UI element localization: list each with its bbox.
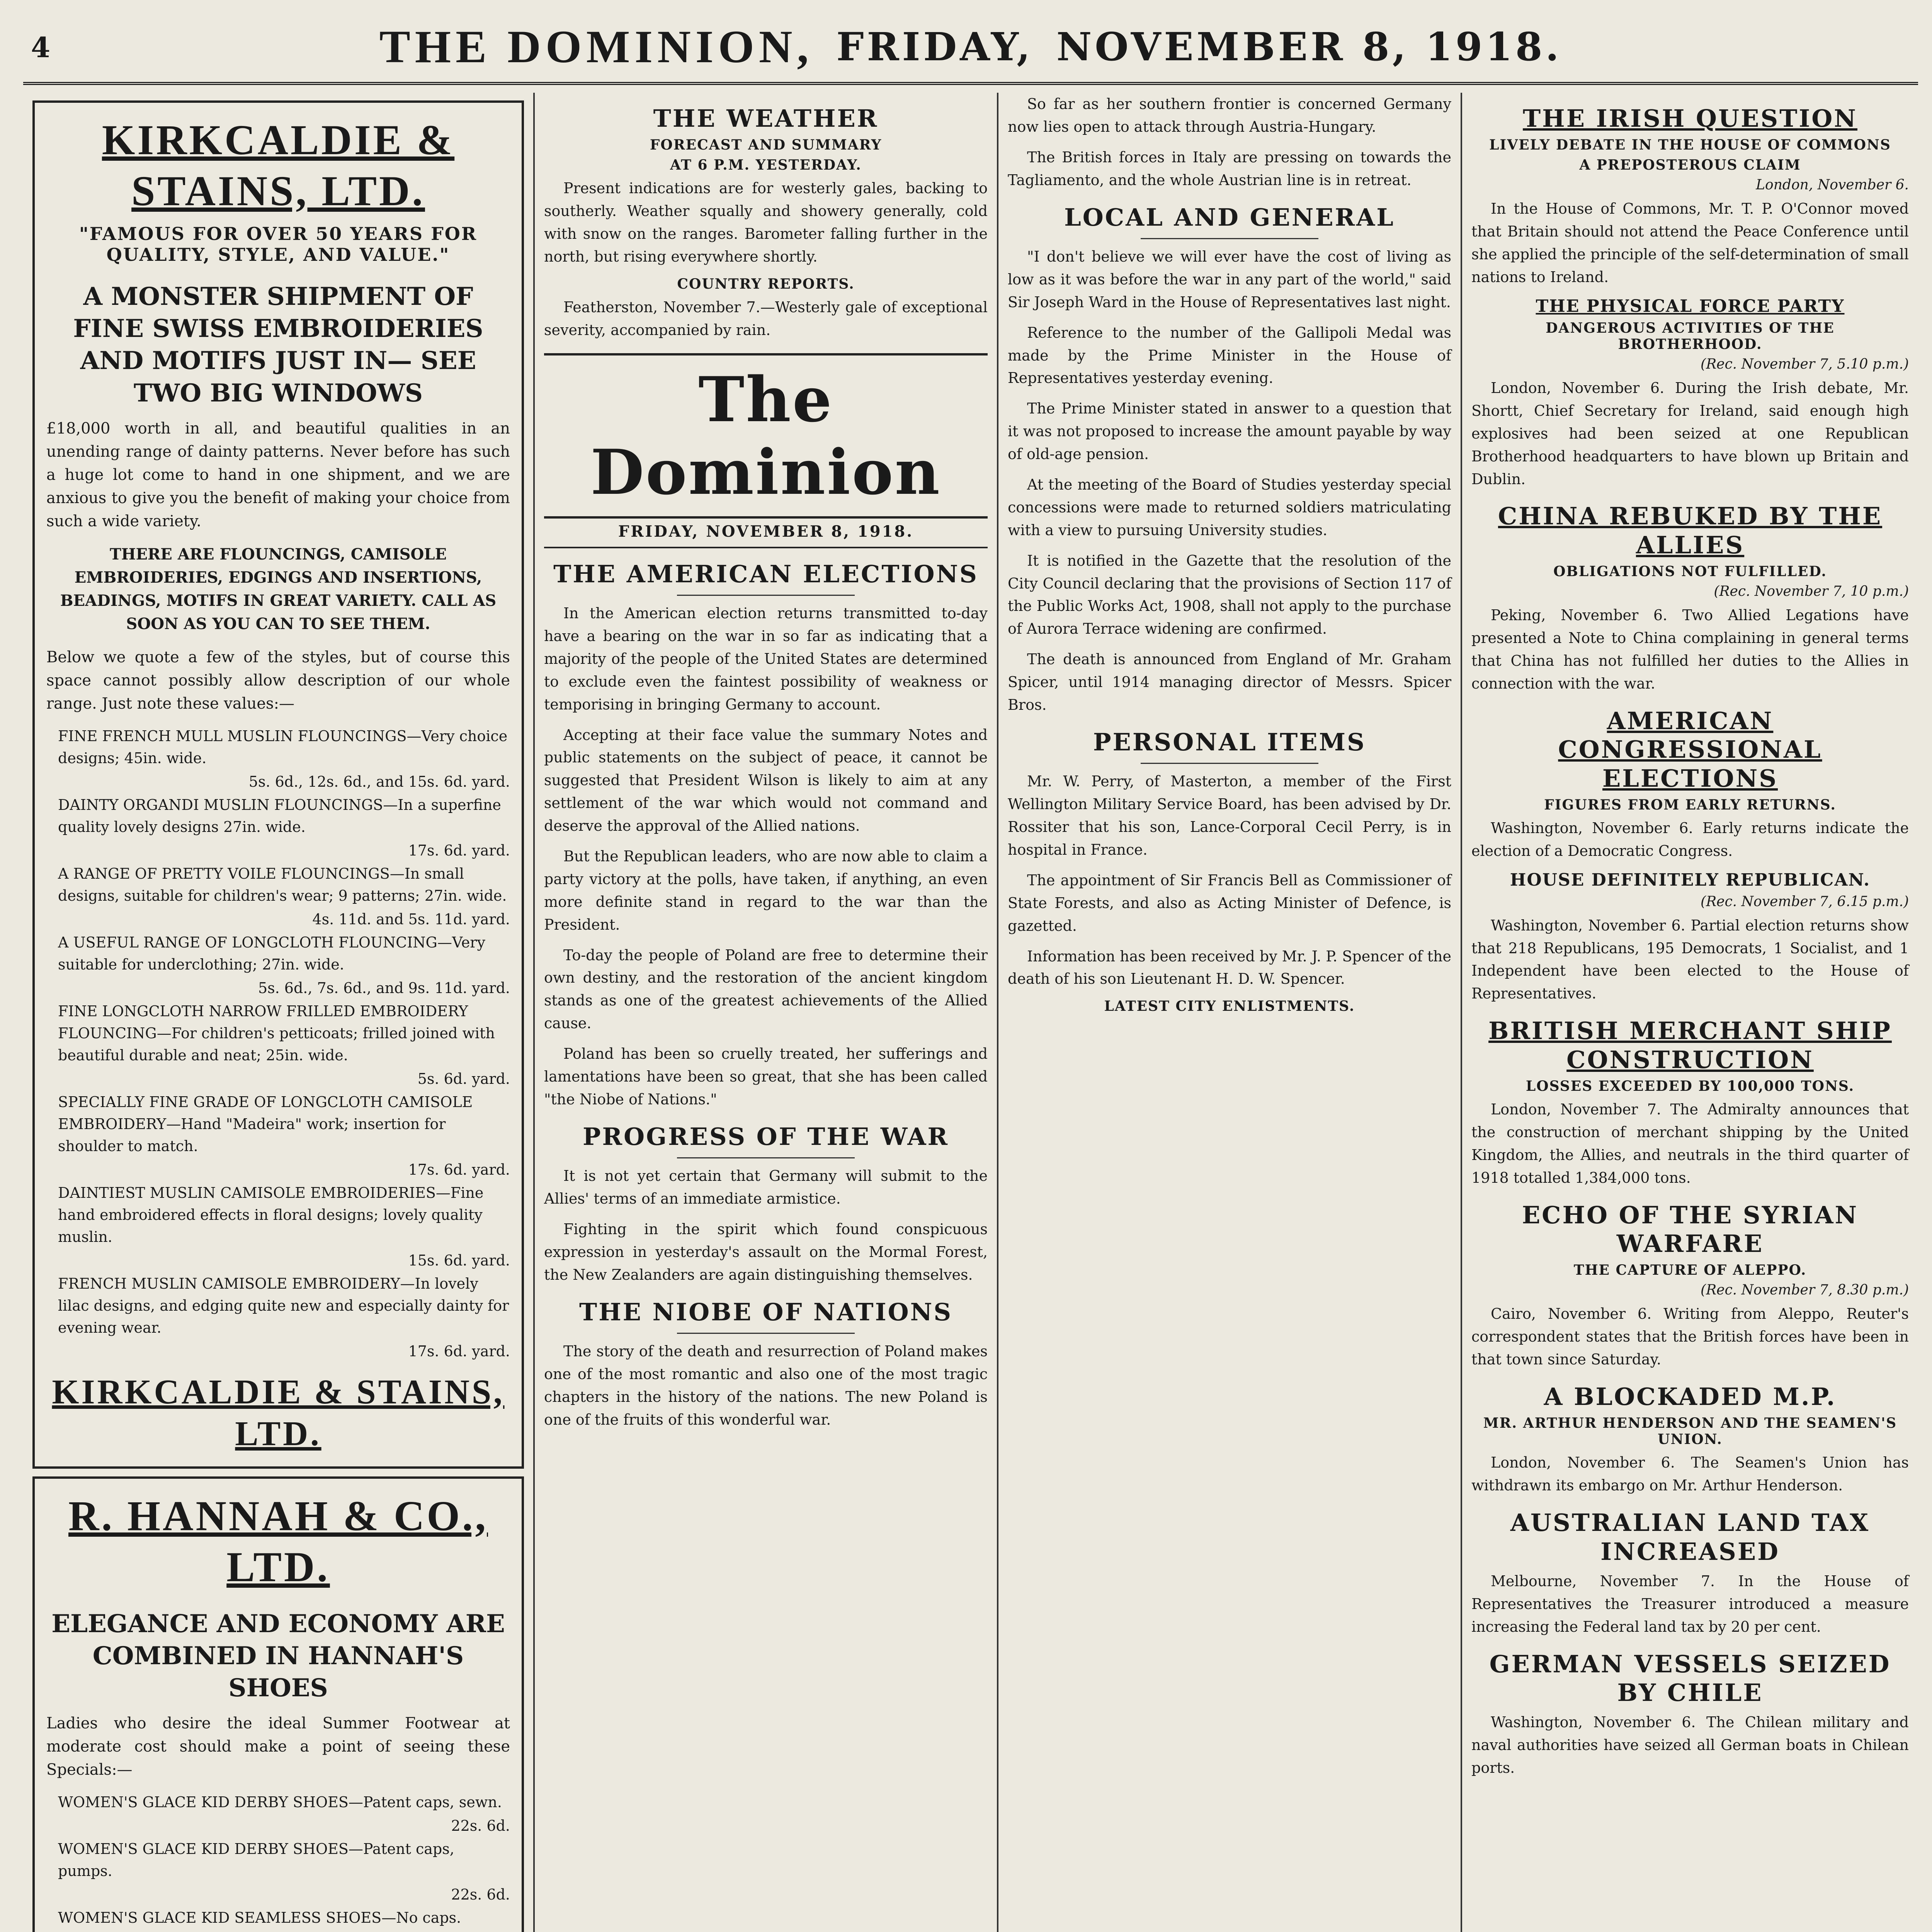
local-para: At the meeting of the Board of Studies yesterday special concessions were made to returned soldiers matriculating with a view to pursuing University studies. <box>1008 476 1451 539</box>
kirkcaldie-footer: KIRKCALDIE & STAINS, LTD. <box>52 1372 505 1453</box>
masthead-date: NOVEMBER 8, 1918. <box>1056 24 1562 70</box>
product-item: FINE LONGCLOTH NARROW FRILLED EMBROIDERY FLOUNCING—For children's petticoats; frilled joined with beautiful durable and neat; 25in. wide. <box>58 1002 495 1064</box>
personal-heading: PERSONAL ITEMS <box>1093 728 1366 756</box>
product-item: FRENCH MUSLIN CAMISOLE EMBROIDERY—In lovely lilac designs, and edging quite new and especially dainty for evening wear. <box>58 1275 509 1336</box>
hannah-intro: Ladies who desire the ideal Summer Footwear at moderate cost should make a point of seeing these Specials:— <box>46 1714 510 1779</box>
product-price: 17s. 6d. yard. <box>408 1342 510 1360</box>
war-para: So far as her southern frontier is concerned Germany now lies open to attack through Austria-Hungary. <box>1008 95 1451 135</box>
kirkcaldie-ad <box>32 100 524 1469</box>
shoe-item: WOMEN'S GLACE KID DERBY SHOES—Patent caps, pumps. <box>58 1840 454 1880</box>
american-elections-para: Accepting at their face value the summary Notes and public statements on the subject of peace, it cannot be suggested that President Wilson is likely to aim at any settlement of the war which would not command and deserve the approval of the Allied nations. <box>544 726 988 835</box>
china-body: Peking, November 6. Two Allied Legations have presented a Note to China complaining in general terms that China has not fulfilled her duties to the Allies in connection with the war. <box>1471 607 1909 692</box>
irish-dateline: London, November 6. <box>1756 177 1909 193</box>
house-republican-body: Washington, November 6. Partial election returns show that 218 Republicans, 195 Democrats, 1 Socialist, and 1 Independent have been elected to the House of Representatives. <box>1471 917 1909 1002</box>
column-editorial <box>533 93 997 1932</box>
irish-heading: THE IRISH QUESTION <box>1523 104 1857 133</box>
war-para: The British forces in Italy are pressing on towards the Tagliamento, and the whole Austrian line is in retreat. <box>1008 148 1451 189</box>
blockaded-sub: MR. ARTHUR HENDERSON AND THE SEAMEN'S UNION. <box>1483 1415 1897 1448</box>
china-dateline: (Rec. November 7, 10 p.m.) <box>1714 583 1909 600</box>
local-general-heading: LOCAL AND GENERAL <box>1064 203 1395 231</box>
china-heading: CHINA REBUKED BY THE ALLIES <box>1498 502 1883 559</box>
syrian-heading: ECHO OF THE SYRIAN WARFARE <box>1522 1201 1859 1258</box>
column-advertisements <box>23 93 533 1932</box>
product-item: DAINTIEST MUSLIN CAMISOLE EMBROIDERIES—Fine hand embroidered effects in floral designs; lovely quality muslin. <box>58 1184 484 1245</box>
progress-heading: PROGRESS OF THE WAR <box>582 1122 949 1151</box>
personal-para: Mr. W. Perry, of Masterton, a member of the First Wellington Military Service Board, has been advised by Dr. Rossiter that his son, Lance-Corporal Cecil Perry, is in hospital in France. <box>1008 773 1451 858</box>
page-number: 4 <box>31 31 51 64</box>
german-vessels-body: Washington, November 6. The Chilean military and naval authorities have seized all German boats in Chilean ports. <box>1471 1714 1909 1777</box>
local-para: Reference to the number of the Gallipoli Medal was made by the Prime Minister in the House of Representatives yesterday evening. <box>1008 324 1451 387</box>
physical-force-sub: DANGEROUS ACTIVITIES OF THE BROTHERHOOD. <box>1546 320 1835 352</box>
hannah-heading: R. HANNAH & CO., LTD. <box>68 1492 488 1590</box>
irish-sub: LIVELY DEBATE IN THE HOUSE OF COMMONS <box>1489 137 1891 153</box>
blockaded-heading: A BLOCKADED M.P. <box>1544 1383 1837 1411</box>
hannah-headline: ELEGANCE AND ECONOMY ARE COMBINED IN HANNAH'S SHOES <box>51 1609 505 1703</box>
weather-heading: THE WEATHER <box>653 104 879 133</box>
syrian-sub: THE CAPTURE OF ALEPPO. <box>1573 1262 1807 1279</box>
physical-force-dateline: (Rec. November 7, 5.10 p.m.) <box>1701 356 1909 372</box>
merchant-heading: BRITISH MERCHANT SHIP CONSTRUCTION <box>1488 1017 1892 1074</box>
product-price: 17s. 6d. yard. <box>408 1161 510 1178</box>
poland-para: Poland has been so cruelly treated, her sufferings and lamentations have been so great, that she has been called "the Niobe of Nations." <box>544 1045 988 1108</box>
nameplate-date: FRIDAY, NOVEMBER 8, 1918. <box>544 522 988 548</box>
product-item: DAINTY ORGANDI MUSLIN FLOUNCINGS—In a superfine quality lovely designs 27in. wide. <box>58 796 501 835</box>
product-price: 15s. 6d. yard. <box>408 1252 510 1269</box>
kirkcaldie-notice: THERE ARE FLOUNCINGS, CAMISOLE EMBROIDERIES, EDGINGS AND INSERTIONS, BEADINGS, MOTIFS IN GREAT VARIETY. CALL AS SOON AS YOU CAN TO SEE THEM. <box>60 545 497 633</box>
column-cables <box>1461 93 1918 1932</box>
syrian-body: Cairo, November 6. Writing from Aleppo, Reuter's correspondent states that the British forces have been in that town since Saturday. <box>1471 1305 1909 1368</box>
american-congress-sub: FIGURES FROM EARLY RETURNS. <box>1544 796 1836 813</box>
product-price: 5s. 6d., 7s. 6d., and 9s. 11d. yard. <box>258 979 510 997</box>
physical-force-heading: THE PHYSICAL FORCE PARTY <box>1536 296 1845 316</box>
poland-para: To-day the people of Poland are free to determine their own destiny, and the restoration of the ancient kingdom stands as one of the greatest achievements of the Allied cause. <box>544 946 988 1032</box>
shoe-price: 22s. 6d. <box>451 1817 510 1835</box>
progress-para: It is not yet certain that Germany will submit to the Allies' terms of an immediate armistice. <box>544 1167 988 1208</box>
german-vessels-heading: GERMAN VESSELS SEIZED BY CHILE <box>1489 1650 1891 1707</box>
product-item: A USEFUL RANGE OF LONGCLOTH FLOUNCING—Very suitable for underclothing; 27in. wide. <box>58 934 485 973</box>
masthead-weekday: FRIDAY, <box>836 24 1033 70</box>
gazette-para: It is notified in the Gazette that the resolution of the City Council declaring that the provisions of Section 117 of the Public Works Act, 1908, shall not apply to the purchase of Aurora Terrace widening are confirmed. <box>1008 552 1451 638</box>
product-item: SPECIALLY FINE GRADE OF LONGCLOTH CAMISOLE EMBROIDERY—Hand "Madeira" work; insertion for shoulder to match. <box>58 1093 473 1155</box>
kirkcaldie-below: Below we quote a few of the styles, but of course this space cannot possibly allow description of our whole range. Just note these values:— <box>46 648 510 713</box>
product-price: 4s. 11d. and 5s. 11d. yard. <box>312 910 510 928</box>
local-para: "I don't believe we will ever have the cost of living as low as it was before the war in any part of the world," said Sir Joseph Ward in the House of Representatives last night. <box>1008 248 1451 311</box>
china-sub: OBLIGATIONS NOT FULFILLED. <box>1553 563 1827 580</box>
kirkcaldie-tagline: "FAMOUS FOR OVER 50 YEARS FOR QUALITY, STYLE, AND VALUE." <box>79 223 478 265</box>
newspaper-nameplate: The Dominion <box>544 353 988 519</box>
house-republican-heading: HOUSE DEFINITELY REPUBLICAN. <box>1510 870 1871 890</box>
land-tax-heading: AUSTRALIAN LAND TAX INCREASED <box>1510 1509 1870 1566</box>
irish-sub2: A PREPOSTEROUS CLAIM <box>1579 157 1801 173</box>
weather-body: Present indications are for westerly gales, backing to southerly. Weather squally and showery generally, cold with snow on the ranges. Barometer falling further in the north, but rising everywhere shortly. <box>544 180 988 265</box>
kirkcaldie-heading: KIRKCALDIE & STAINS, LTD. <box>102 116 455 214</box>
merchant-body: London, November 7. The Admiralty announces that the construction of merchant shipping by the United Kingdom, the Allies, and neutrals in the third quarter of 1918 totalled 1,384,000 tons. <box>1471 1101 1909 1186</box>
niobe-heading: THE NIOBE OF NATIONS <box>579 1298 953 1326</box>
progress-para: Fighting in the spirit which found conspicuous expression in yesterday's assault on the Mormal Forest, the New Zealanders are again distinguishing themselves. <box>544 1221 988 1283</box>
shoe-price: 22s. 6d. <box>451 1886 510 1903</box>
personal-para: Information has been received by Mr. J. P. Spencer of the death of his son Lieutenant H. D. W. Spencer. <box>1008 947 1451 988</box>
weather-reports-heading: COUNTRY REPORTS. <box>677 276 855 292</box>
american-congress-heading: AMERICAN CONGRESSIONAL ELECTIONS <box>1558 706 1822 793</box>
kirkcaldie-headline: A MONSTER SHIPMENT OF FINE SWISS EMBROIDERIES AND MOTIFS JUST IN— SEE TWO BIG WINDOWS <box>73 282 483 408</box>
gazette-para: The death is announced from England of Mr. Graham Spicer, until 1914 managing director of Messrs. Spicer Bros. <box>1008 651 1451 713</box>
merchant-sub: LOSSES EXCEEDED BY 100,000 TONS. <box>1526 1078 1855 1095</box>
product-item: FINE FRENCH MULL MUSLIN FLOUNCINGS—Very choice designs; 45in. wide. <box>58 727 508 767</box>
syrian-dateline: (Rec. November 7, 8.30 p.m.) <box>1701 1282 1909 1298</box>
weather-sub: FORECAST AND SUMMARY <box>650 137 882 153</box>
kirkcaldie-intro: £18,000 worth in all, and beautiful qualities in an unending range of dainty patterns. Never before has such a huge lot come to hand in one shipment, and we are anxious to give you the benefit of making your choice from such a wide variety. <box>46 419 510 530</box>
physical-force-body: London, November 6. During the Irish debate, Mr. Shortt, Chief Secretary for Ireland, said enough high explosives had been seized at one Republican Brotherhood headquarters to have blown up Britain and Dublin. <box>1471 379 1909 488</box>
house-republican-dateline: (Rec. November 7, 6.15 p.m.) <box>1701 893 1909 910</box>
american-elections-para: In the American election returns transmitted to-day have a bearing on the war in so far as indicating that a majority of the people of the United States are determined to exclude even the faintest possibility of weakness or temporising in bringing Germany to account. <box>544 605 988 713</box>
shoe-item: WOMEN'S GLACE KID DERBY SHOES—Patent caps, sewn. <box>58 1794 502 1811</box>
kirkcaldie-items <box>46 725 510 1360</box>
enlistments-heading: LATEST CITY ENLISTMENTS. <box>1104 998 1355 1015</box>
local-para: The Prime Minister stated in answer to a question that it was not proposed to increase the amount payable by way of old-age pension. <box>1008 400 1451 463</box>
land-tax-body: Melbourne, November 7. In the House of Representatives the Treasurer introduced a measure increasing the Federal land tax by 20 per cent. <box>1471 1573 1909 1635</box>
masthead-title: THE DOMINION, <box>379 21 813 72</box>
product-price: 5s. 6d. yard. <box>417 1070 510 1087</box>
blockaded-body: London, November 6. The Seamen's Union has withdrawn its embargo on Mr. Arthur Henderson. <box>1471 1454 1909 1494</box>
weather-reports: Featherston, November 7.—Westerly gale of exceptional severity, accompanied by rain. <box>544 298 988 338</box>
personal-para: The appointment of Sir Francis Bell as Commissioner of State Forests, and also as Acting Minister of Defence, is gazetted. <box>1008 871 1451 934</box>
niobe-body: The story of the death and resurrection of Poland makes one of the most romantic and also one of the most tragic chapters in the history of the nations. The new Poland is one of the fruits of this wonderful war. <box>544 1343 988 1428</box>
hannah-ad <box>32 1476 524 1932</box>
product-item: A RANGE OF PRETTY VOILE FLOUNCINGS—In small designs, suitable for children's wear; 9 patterns; 27in. wide. <box>58 865 507 904</box>
masthead <box>23 12 1918 85</box>
shoe-item: WOMEN'S GLACE KID SEAMLESS SHOES—No caps. <box>58 1909 461 1927</box>
american-elections-heading: THE AMERICAN ELECTIONS <box>553 560 978 588</box>
product-price: 5s. 6d., 12s. 6d., and 15s. 6d. yard. <box>248 773 510 790</box>
irish-body: In the House of Commons, Mr. T. P. O'Connor moved that Britain should not attend the Peace Conference until she applied the principle of the self-determination of small nations to Ireland. <box>1471 200 1909 286</box>
weather-time: AT 6 P.M. YESTERDAY. <box>670 157 862 173</box>
column-news <box>997 93 1461 1932</box>
american-congress-body: Washington, November 6. Early returns indicate the election of a Democratic Congress. <box>1471 819 1909 859</box>
american-elections-para: But the Republican leaders, who are now able to claim a party victory at the polls, have taken, if anything, an even more definite stand in regard to the war than the President. <box>544 848 988 933</box>
product-price: 17s. 6d. yard. <box>408 842 510 859</box>
